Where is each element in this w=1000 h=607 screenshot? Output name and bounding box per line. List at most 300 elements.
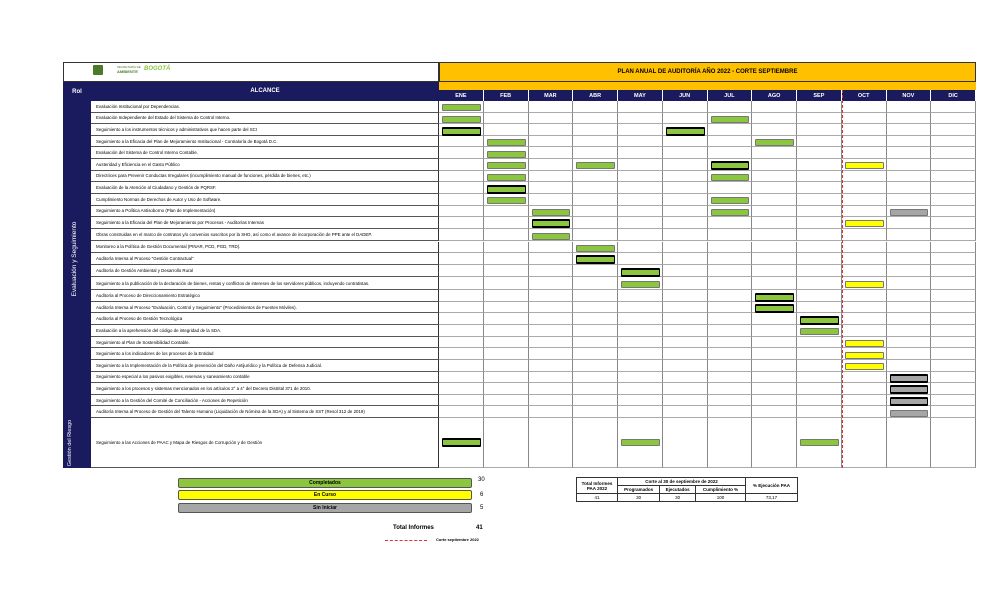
- grid-cell: [797, 348, 842, 360]
- status-bar-done: [711, 209, 750, 216]
- grid-cell: [573, 418, 618, 468]
- grid-cell: [484, 372, 529, 384]
- grid-cell: [618, 313, 663, 325]
- grid-cell: [439, 360, 484, 372]
- summary-ejecutados-header: Ejecutados: [660, 486, 696, 494]
- grid-cell: [663, 395, 708, 407]
- grid-cell: [931, 406, 976, 418]
- grid-cell: [842, 147, 887, 159]
- grid-cell: [618, 217, 663, 229]
- audit-row-label: Auditoría al Proceso de Direccionamiento Estratégico: [91, 290, 439, 302]
- grid-cell: [529, 101, 574, 113]
- grid-cell: [752, 159, 797, 171]
- grid-cell: [529, 147, 574, 159]
- grid-cell: [618, 147, 663, 159]
- logo-text-ambiente: AMBIENTE: [117, 69, 138, 74]
- grid-cell: [618, 372, 663, 384]
- grid-cell: [573, 277, 618, 290]
- logo-text-small: SECRETARÍA DE: [117, 65, 141, 69]
- grid-cell: [529, 136, 574, 148]
- grid-cell: [752, 395, 797, 407]
- grid-cell: [573, 325, 618, 337]
- grid-cell: [484, 302, 529, 314]
- grid-cell: [618, 136, 663, 148]
- grid-cell: [663, 302, 708, 314]
- status-bar-done: [487, 197, 526, 204]
- summary-table: [576, 477, 798, 502]
- grid-cell: [708, 348, 753, 360]
- grid-cell: [931, 313, 976, 325]
- grid-cell: [573, 348, 618, 360]
- grid-cell: [439, 325, 484, 337]
- grid-cell: [663, 194, 708, 206]
- grid-cell: [663, 171, 708, 183]
- grid-cell: [708, 182, 753, 194]
- grid-cell: [439, 265, 484, 278]
- grid-cell: [573, 360, 618, 372]
- grid-cell: [439, 147, 484, 159]
- grid-cell: [842, 406, 887, 418]
- cutoff-line: [842, 90, 843, 468]
- status-bar-done: [800, 328, 839, 335]
- grid-cell: [708, 265, 753, 278]
- audit-row-label: Seguimiento a la Gestión del Comité de Conciliación - Acciones de Repetición: [91, 395, 439, 407]
- month-header-may: MAY: [618, 90, 663, 101]
- month-header-nov: NOV: [887, 90, 932, 101]
- audit-row-label: Seguimiento a los indicadores de los procesos de la Entidad: [91, 348, 439, 360]
- grid-cell: [618, 253, 663, 265]
- grid-cell: [573, 313, 618, 325]
- grid-cell: [663, 113, 708, 125]
- legend-en-curso-count: 6: [480, 492, 484, 498]
- grid-cell: [708, 136, 753, 148]
- grid-cell: [842, 372, 887, 384]
- status-bar-done: [755, 294, 794, 301]
- summary-cutoff-header: Corte al 30 de septiembre de 2022: [618, 478, 746, 486]
- grid-cell: [663, 265, 708, 278]
- summary-ejecutados-value: 30: [660, 494, 696, 502]
- grid-cell: [484, 277, 529, 290]
- grid-cell: [931, 159, 976, 171]
- grid-cell: [529, 171, 574, 183]
- grid-cell: [529, 302, 574, 314]
- grid-cell: [797, 171, 842, 183]
- grid-cell: [842, 418, 887, 468]
- grid-cell: [618, 206, 663, 218]
- grid-cell: [484, 206, 529, 218]
- summary-programados-value: 30: [618, 494, 660, 502]
- grid-cell: [663, 217, 708, 229]
- grid-cell: [797, 302, 842, 314]
- grid-cell: [618, 348, 663, 360]
- grid-cell: [797, 360, 842, 372]
- grid-cell: [887, 242, 932, 254]
- status-bar-progress: [845, 162, 884, 169]
- grid-cell: [573, 337, 618, 349]
- audit-row-label: Cumplimiento Normas de Derechos de Autor y Uso de Software.: [91, 194, 439, 206]
- grid-cell: [708, 383, 753, 395]
- status-bar-done: [800, 439, 839, 446]
- bogota-seal-icon: [93, 65, 103, 75]
- grid-cell: [708, 277, 753, 290]
- month-header-sep: SEP: [797, 90, 842, 101]
- grid-cell: [663, 406, 708, 418]
- grid-cell: [573, 217, 618, 229]
- grid-cell: [484, 229, 529, 242]
- status-bar-done: [576, 256, 615, 263]
- grid-cell: [618, 101, 663, 113]
- status-bar-pending: [890, 398, 929, 405]
- grid-cell: [931, 290, 976, 302]
- grid-cell: [842, 101, 887, 113]
- grid-cell: [484, 383, 529, 395]
- audit-row-label: Evaluación del Sistema de Control Interno Contable.: [91, 147, 439, 159]
- audit-row-label: Austeridad y Eficiencia en el Gasto Público: [91, 159, 439, 171]
- month-header-jun: JUN: [663, 90, 708, 101]
- grid-cell: [439, 136, 484, 148]
- grid-cell: [573, 182, 618, 194]
- legend-completados: Completados: [178, 478, 472, 488]
- status-bar-done: [800, 317, 839, 324]
- grid-cell: [708, 406, 753, 418]
- grid-cell: [752, 418, 797, 468]
- grid-cell: [573, 171, 618, 183]
- grid-cell: [439, 313, 484, 325]
- grid-cell: [931, 302, 976, 314]
- grid-cell: [708, 253, 753, 265]
- grid-cell: [887, 337, 932, 349]
- grid-cell: [887, 313, 932, 325]
- status-bar-done: [487, 151, 526, 158]
- grid-cell: [484, 113, 529, 125]
- status-bar-done: [532, 220, 571, 227]
- grid-cell: [618, 395, 663, 407]
- summary-exec-value: 73,17: [746, 494, 798, 502]
- grid-cell: [797, 101, 842, 113]
- grid-cell: [439, 348, 484, 360]
- grid-cell: [439, 337, 484, 349]
- audit-row-label: Seguimiento a Política Antisoborno (Plan de Implementación): [91, 206, 439, 218]
- audit-row-label: Auditoría de Gestión Ambiental y Desarrollo Rural: [91, 265, 439, 278]
- grid-cell: [842, 242, 887, 254]
- grid-cell: [752, 113, 797, 125]
- status-bar-done: [711, 162, 750, 169]
- grid-cell: [931, 147, 976, 159]
- grid-cell: [752, 337, 797, 349]
- grid-cell: [797, 217, 842, 229]
- grid-cell: [708, 313, 753, 325]
- audit-row-label: Monitoreo a la Política de Gestión Documental (PINAR, PCD, PGD, TRD).: [91, 242, 439, 254]
- summary-exec-header: % Ejecución PAA: [746, 478, 798, 494]
- grid-cell: [439, 194, 484, 206]
- grid-cell: [931, 265, 976, 278]
- grid-cell: [797, 395, 842, 407]
- grid-cell: [931, 348, 976, 360]
- grid-cell: [931, 182, 976, 194]
- grid-cell: [529, 313, 574, 325]
- grid-cell: [484, 325, 529, 337]
- grid-cell: [797, 406, 842, 418]
- status-bar-progress: [845, 363, 884, 370]
- audit-row-label: Auditoría Interna al Proceso "Gestión Contractual": [91, 253, 439, 265]
- grid-cell: [887, 113, 932, 125]
- header-alcance: ALCANCE: [91, 82, 439, 101]
- grid-cell: [529, 265, 574, 278]
- grid-cell: [573, 136, 618, 148]
- grid-cell: [887, 147, 932, 159]
- grid-cell: [752, 325, 797, 337]
- grid-cell: [931, 383, 976, 395]
- audit-row-label: Auditoría Interna al Proceso de Gestión del Talento Humano (Liquidación de Nómina de la SDA) y al Sistema de SST (Resol 312 de 2019): [91, 406, 439, 418]
- grid-cell: [842, 265, 887, 278]
- grid-cell: [797, 136, 842, 148]
- grid-cell: [797, 229, 842, 242]
- grid-cell: [529, 242, 574, 254]
- group-evaluacion-label: Evaluación y Seguimiento: [71, 221, 78, 297]
- summary-programados-header: Programados: [618, 486, 660, 494]
- audit-row-label: Seguimiento al Plan de Sostenibilidad Contable.: [91, 337, 439, 349]
- plan-title: PLAN ANUAL DE AUDITORÍA AÑO 2022 - CORTE SEPTIEMBRE: [439, 62, 976, 82]
- grid-cell: [484, 360, 529, 372]
- grid-cell: [573, 265, 618, 278]
- total-label: Total Informes: [393, 525, 434, 531]
- grid-cell: [573, 406, 618, 418]
- grid-cell: [752, 171, 797, 183]
- status-bar-pending: [890, 410, 929, 417]
- grid-cell: [529, 159, 574, 171]
- grid-cell: [797, 242, 842, 254]
- grid-cell: [842, 313, 887, 325]
- grid-cell: [439, 290, 484, 302]
- grid-cell: [797, 383, 842, 395]
- audit-row-label: Auditoría al Proceso de Gestión Tecnológica: [91, 313, 439, 325]
- grid-cell: [797, 265, 842, 278]
- summary-cumplimiento-header: Cumplimiento %: [696, 486, 746, 494]
- grid-cell: [752, 147, 797, 159]
- grid-cell: [529, 194, 574, 206]
- grid-cell: [887, 171, 932, 183]
- grid-cell: [931, 229, 976, 242]
- grid-cell: [708, 360, 753, 372]
- grid-cell: [708, 395, 753, 407]
- audit-row-label: Seguimiento a la Eficacia del Plan de Mejoramiento Institucional - Contraloría de Bogotá D.C.: [91, 136, 439, 148]
- grid-cell: [618, 171, 663, 183]
- grid-cell: [842, 171, 887, 183]
- grid-cell: [618, 113, 663, 125]
- grid-cell: [618, 290, 663, 302]
- grid-cell: [439, 171, 484, 183]
- grid-cell: [573, 229, 618, 242]
- cutoff-legend-line: [385, 540, 427, 541]
- grid-cell: [708, 325, 753, 337]
- month-header-ene: ENE: [439, 90, 484, 101]
- grid-cell: [439, 406, 484, 418]
- grid-cell: [529, 348, 574, 360]
- grid-cell: [663, 372, 708, 384]
- grid-cell: [663, 313, 708, 325]
- grid-cell: [439, 277, 484, 290]
- status-bar-done: [442, 128, 481, 135]
- audit-row-label: Seguimiento a los instrumentos técnicos y administrativos que hacen parte del SCI: [91, 124, 439, 136]
- grid-cell: [484, 217, 529, 229]
- status-bar-done: [666, 128, 705, 135]
- grid-cell: [439, 159, 484, 171]
- grid-cell: [842, 124, 887, 136]
- grid-cell: [797, 113, 842, 125]
- grid-cell: [797, 337, 842, 349]
- grid-cell: [931, 136, 976, 148]
- grid-cell: [439, 253, 484, 265]
- grid-cell: [663, 337, 708, 349]
- grid-cell: [529, 290, 574, 302]
- grid-cell: [618, 159, 663, 171]
- month-header-mar: MAR: [529, 90, 574, 101]
- month-header-ago: AGO: [752, 90, 797, 101]
- grid-cell: [752, 206, 797, 218]
- grid-cell: [842, 395, 887, 407]
- grid-cell: [708, 242, 753, 254]
- month-header-jul: JUL: [708, 90, 753, 101]
- status-bar-done: [621, 269, 660, 276]
- grid-cell: [752, 406, 797, 418]
- month-header-feb: FEB: [484, 90, 529, 101]
- grid-cell: [618, 242, 663, 254]
- status-bar-done: [576, 245, 615, 252]
- grid-cell: [618, 124, 663, 136]
- grid-cell: [931, 194, 976, 206]
- header-month-band: [439, 82, 976, 90]
- group-riesgo-label: Gestión del Riesgo: [67, 419, 73, 467]
- grid-cell: [708, 337, 753, 349]
- grid-cell: [842, 229, 887, 242]
- grid-cell: [887, 194, 932, 206]
- grid-cell: [842, 194, 887, 206]
- grid-cell: [752, 124, 797, 136]
- grid-cell: [484, 101, 529, 113]
- audit-row-label: Auditoría Interna al Proceso "Evaluación, Control y Seguimiento" (Procedimientos de Fuentes Móviles).: [91, 302, 439, 314]
- grid-cell: [439, 395, 484, 407]
- grid-cell: [752, 360, 797, 372]
- grid-cell: [663, 383, 708, 395]
- status-bar-done: [487, 174, 526, 181]
- status-bar-progress: [845, 352, 884, 359]
- total-value: 41: [476, 525, 483, 531]
- grid-cell: [618, 325, 663, 337]
- audit-row-label: Seguimiento a la publicación de la declaración de bienes, rentas y conflictos de intereses de los servidores públicos, incluyendo contratistas.: [91, 277, 439, 290]
- grid-cell: [752, 348, 797, 360]
- grid-cell: [484, 418, 529, 468]
- grid-cell: [573, 206, 618, 218]
- audit-row-label: Seguimiento a las Acciones de PAAC y Mapa de Riesgos de Corrupción y de Gestión: [91, 418, 439, 468]
- grid-cell: [663, 277, 708, 290]
- grid-cell: [484, 395, 529, 407]
- grid-cell: [484, 406, 529, 418]
- grid-cell: [529, 337, 574, 349]
- grid-cell: [797, 206, 842, 218]
- audit-row-label: Evaluación de la Atención al Ciudadano y Gestión de PQRSF.: [91, 182, 439, 194]
- summary-total-header: Total Informes PAA 2022: [577, 478, 618, 494]
- grid-cell: [529, 395, 574, 407]
- status-bar-done: [711, 116, 750, 123]
- grid-cell: [752, 217, 797, 229]
- grid-cell: [439, 206, 484, 218]
- grid-cell: [887, 325, 932, 337]
- grid-cell: [484, 290, 529, 302]
- status-bar-done: [576, 162, 615, 169]
- grid-cell: [797, 290, 842, 302]
- grid-cell: [618, 383, 663, 395]
- grid-cell: [752, 194, 797, 206]
- grid-cell: [708, 229, 753, 242]
- grid-cell: [931, 171, 976, 183]
- grid-cell: [573, 101, 618, 113]
- grid-cell: [931, 113, 976, 125]
- grid-cell: [887, 348, 932, 360]
- audit-row-label: Obras construidas en el marco de contratos y/o convenios suscritos por la SHD, así como el avance de incorporación de PPE ante el DADEP.: [91, 229, 439, 242]
- grid-cell: [484, 337, 529, 349]
- grid-cell: [529, 325, 574, 337]
- summary-total-value: 41: [577, 494, 618, 502]
- grid-cell: [484, 313, 529, 325]
- grid-cell: [752, 313, 797, 325]
- grid-cell: [573, 383, 618, 395]
- grid-cell: [529, 124, 574, 136]
- status-bar-done: [487, 139, 526, 146]
- grid-cell: [842, 325, 887, 337]
- header-rol: Rol: [63, 82, 91, 101]
- status-bar-done: [711, 197, 750, 204]
- status-bar-done: [755, 139, 794, 146]
- status-bar-done: [442, 116, 481, 123]
- grid-cell: [752, 182, 797, 194]
- grid-cell: [842, 206, 887, 218]
- grid-cell: [663, 360, 708, 372]
- status-bar-done: [755, 305, 794, 312]
- grid-cell: [663, 136, 708, 148]
- grid-cell: [842, 290, 887, 302]
- grid-cell: [797, 182, 842, 194]
- month-header-dic: DIC: [931, 90, 976, 101]
- summary-cumplimiento-value: 100: [696, 494, 746, 502]
- grid-cell: [752, 372, 797, 384]
- grid-cell: [797, 159, 842, 171]
- grid-cell: [439, 242, 484, 254]
- audit-row-label: Seguimiento a los procesos y sistemas mencionados en los artículos 2° a 4° del Decreto Distrital 371 de 2010.: [91, 383, 439, 395]
- legend-en-curso: En Curso: [178, 490, 472, 500]
- status-bar-progress: [845, 281, 884, 288]
- grid-cell: [842, 253, 887, 265]
- grid-cell: [484, 348, 529, 360]
- audit-row-label: Evaluación Institucional por Dependencias.: [91, 101, 439, 113]
- grid-cell: [618, 182, 663, 194]
- audit-row-label: Seguimiento a la Eficacia del Plan de Mejoramiento por Procesos - Auditorías Internas: [91, 217, 439, 229]
- grid-cell: [573, 290, 618, 302]
- grid-cell: [618, 194, 663, 206]
- grid-cell: [618, 229, 663, 242]
- grid-cell: [797, 194, 842, 206]
- grid-cell: [663, 182, 708, 194]
- grid-cell: [931, 418, 976, 468]
- grid-cell: [887, 418, 932, 468]
- grid-cell: [708, 418, 753, 468]
- grid-cell: [439, 217, 484, 229]
- grid-cell: [663, 206, 708, 218]
- grid-cell: [887, 302, 932, 314]
- grid-cell: [484, 265, 529, 278]
- grid-cell: [618, 337, 663, 349]
- grid-cell: [931, 372, 976, 384]
- grid-cell: [842, 182, 887, 194]
